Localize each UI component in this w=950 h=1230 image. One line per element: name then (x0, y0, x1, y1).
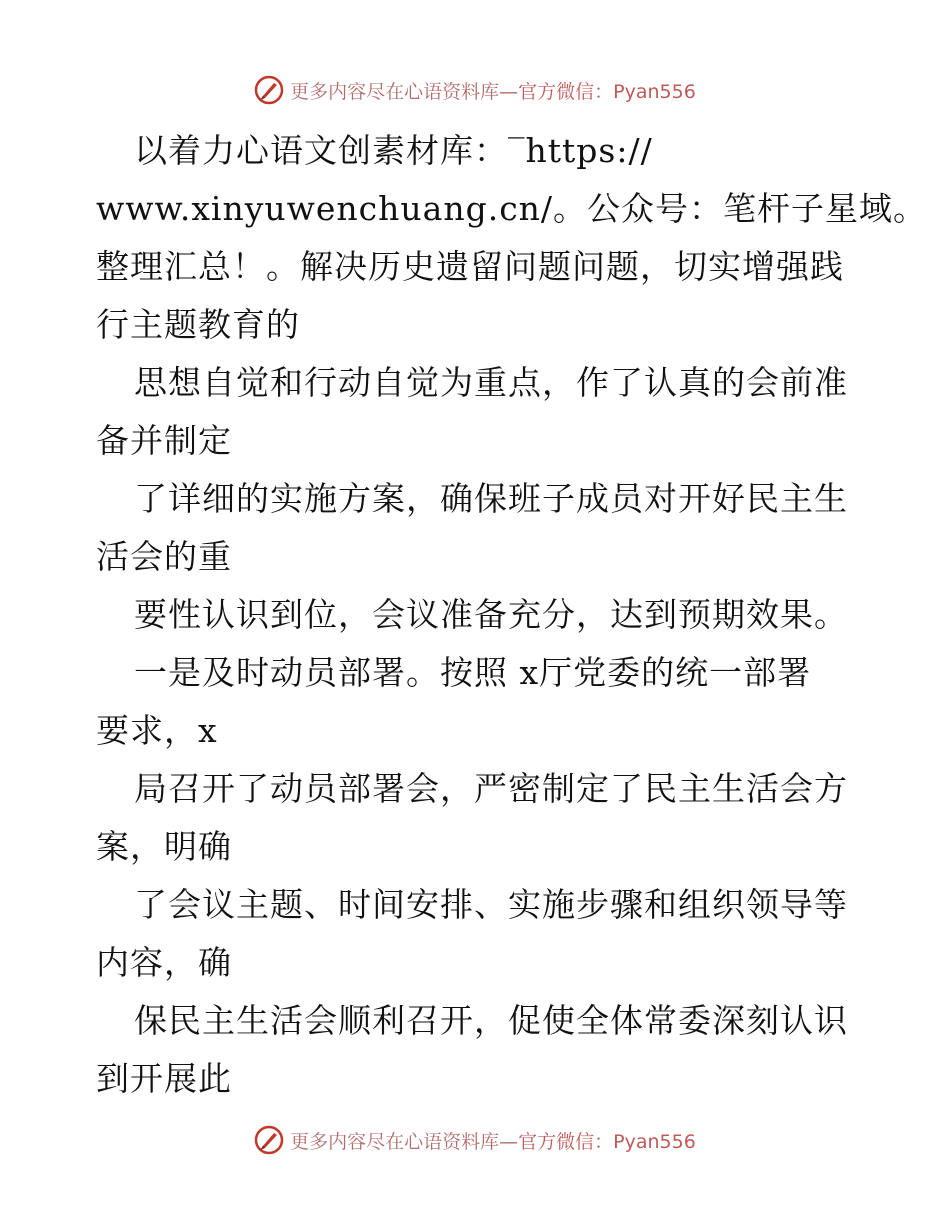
paragraph-line: 思想自觉和行动自觉为重点，作了认真的会前准 (134, 363, 848, 402)
paragraph-line: 备并制定 (96, 421, 232, 460)
paragraph-line: 保民主生活会顺利召开，促使全体常委深刻认识 (134, 1001, 848, 1040)
banner-text-main: 更多内容尽在心语资料库— (290, 1130, 519, 1153)
banner-text (290, 77, 696, 104)
paragraph-line: 整理汇总！。解决历史遗留问题问题，切实增强践 (96, 247, 844, 286)
paragraph-line: 要求，x (96, 711, 218, 750)
quill-pen-icon (254, 1125, 284, 1155)
paragraph-line: 活会的重 (96, 537, 232, 576)
paragraph-line: 内容，确 (96, 943, 232, 982)
footer-banner (0, 1120, 950, 1160)
paragraph-line: 到开展此 (96, 1059, 232, 1098)
paragraph-line: 局召开了动员部署会，严密制定了民主生活会方 (134, 769, 848, 808)
document-body (96, 122, 928, 1108)
banner-text (290, 1127, 696, 1154)
paragraph-line: 一是及时动员部署。按照 x厅党委的统一部署 (134, 653, 812, 692)
paragraph-line: 了详细的实施方案，确保班子成员对开好民主生 (134, 479, 848, 518)
banner-text-tail: 官方微信：Pyan556 (518, 80, 696, 103)
paragraph-line: 以着力心语文创素材库：‾https:// (134, 131, 653, 170)
paragraph-line: 了会议主题、时间安排、实施步骤和组织领导等 (134, 885, 848, 924)
header-banner (0, 70, 950, 110)
paragraph-line: www.xinyuwenchuang.cn/。公众号：笔杆子星域。 (96, 189, 928, 228)
quill-pen-icon (254, 75, 284, 105)
paragraph-line: 案，明确 (96, 827, 232, 866)
banner-text-tail: 官方微信：Pyan556 (518, 1130, 696, 1153)
paragraph-line: 行主题教育的 (96, 305, 300, 344)
banner-text-main: 更多内容尽在心语资料库— (290, 80, 519, 103)
paragraph-line: 要性认识到位，会议准备充分，达到预期效果。 (134, 595, 848, 634)
